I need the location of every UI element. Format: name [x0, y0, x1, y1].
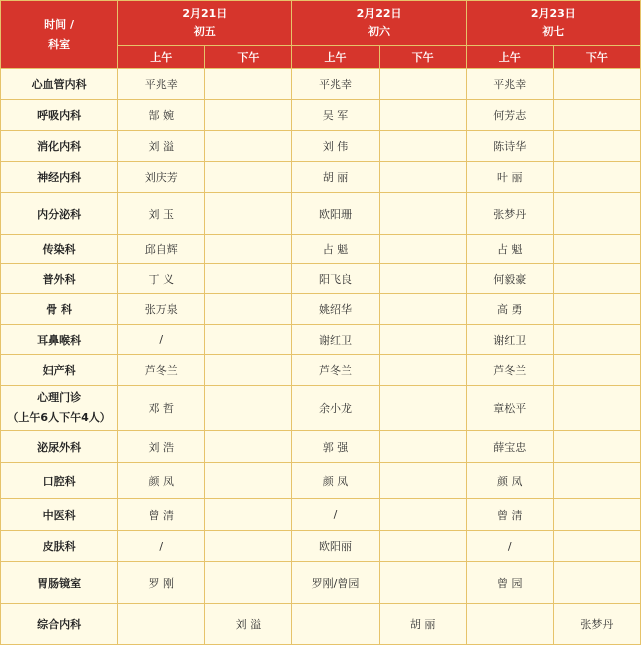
pm-doctor-cell: [205, 562, 292, 604]
dept-cell: [1, 294, 118, 325]
pm-doctor-cell: [205, 531, 292, 562]
dept-cell: [1, 463, 118, 499]
day-lunar: 初五: [193, 25, 216, 38]
day-date: 2月21日: [182, 7, 228, 20]
dept-cell: [1, 562, 118, 604]
dept-cell: [1, 69, 118, 100]
dept-cell: [1, 531, 118, 562]
pm-doctor-cell: [379, 264, 466, 294]
pm-doctor-cell: [205, 325, 292, 355]
corner-dept-label: 科室: [48, 37, 71, 51]
pm-doctor-cell: [205, 264, 292, 294]
dept-cell: [1, 162, 118, 193]
pm-doctor-cell: [379, 463, 466, 499]
dept-cell: [1, 193, 118, 235]
am-doctor-cell: 何毅豪: [466, 264, 553, 294]
pm-doctor-cell: [553, 294, 640, 325]
am-doctor-cell: 何芳志: [466, 100, 553, 131]
pm-doctor-cell: [379, 325, 466, 355]
pm-doctor-cell: [553, 431, 640, 463]
period-pm-header: 下午: [379, 46, 466, 69]
dept-cell: [1, 604, 118, 645]
dept-name: 呼吸内科: [37, 109, 82, 122]
pm-doctor-cell: [379, 69, 466, 100]
corner-time-label: 时间 /: [44, 17, 75, 31]
period-am-header: 上午: [466, 46, 553, 69]
table-row: [1, 431, 641, 463]
pm-doctor-cell: [553, 386, 640, 431]
am-doctor-cell: 曾 清: [466, 499, 553, 531]
dept-name: 消化内科: [37, 140, 82, 153]
am-doctor-cell: 芦冬兰: [118, 355, 205, 386]
dept-name: 泌尿外科: [37, 440, 82, 454]
dept-name: 骨 科: [46, 303, 72, 316]
am-doctor-cell: 刘 伟: [292, 131, 379, 162]
am-doctor-cell: 叶 丽: [466, 162, 553, 193]
dept-cell: [1, 235, 118, 264]
pm-doctor-cell: [379, 431, 466, 463]
dept-name: 传染科: [42, 243, 76, 256]
am-doctor-cell: 刘 浩: [118, 431, 205, 463]
day-header: [466, 1, 640, 46]
am-doctor-cell: 吴 军: [292, 100, 379, 131]
period-pm-header: 下午: [553, 46, 640, 69]
period-am-header: 上午: [118, 46, 205, 69]
pm-doctor-cell: [205, 100, 292, 131]
am-doctor-cell: /: [292, 499, 379, 531]
pm-doctor-cell: [205, 386, 292, 431]
pm-doctor-cell: [379, 162, 466, 193]
pm-doctor-cell: [205, 431, 292, 463]
am-doctor-cell: 邓 哲: [118, 386, 205, 431]
table-row: [1, 355, 641, 386]
dept-cell: [1, 431, 118, 463]
dept-name: 心理门诊: [37, 391, 82, 404]
dept-name: 口腔科: [42, 474, 76, 488]
am-doctor-cell: 颜 凤: [466, 463, 553, 499]
dept-cell: [1, 386, 118, 431]
table-row: [1, 325, 641, 355]
am-doctor-cell: 罗刚/曾园: [292, 562, 379, 604]
am-doctor-cell: 占 魁: [466, 235, 553, 264]
am-doctor-cell: 刘 溢: [118, 131, 205, 162]
dept-cell: [1, 131, 118, 162]
am-doctor-cell: 平兆幸: [118, 69, 205, 100]
am-doctor-cell: 刘 玉: [118, 193, 205, 235]
dept-cell: [1, 100, 118, 131]
am-doctor-cell: 阳飞良: [292, 264, 379, 294]
day-lunar: 初七: [542, 25, 565, 38]
pm-doctor-cell: [205, 69, 292, 100]
pm-doctor-cell: [553, 69, 640, 100]
pm-doctor-cell: [205, 162, 292, 193]
day-header: [292, 1, 466, 46]
am-doctor-cell: [466, 604, 553, 645]
am-doctor-cell: 欧阳丽: [292, 531, 379, 562]
am-doctor-cell: 高 勇: [466, 294, 553, 325]
day-date: 2月22日: [356, 7, 402, 20]
am-doctor-cell: 郜 婉: [118, 100, 205, 131]
period-am-header: 上午: [292, 46, 379, 69]
pm-doctor-cell: [205, 235, 292, 264]
am-doctor-cell: 芦冬兰: [292, 355, 379, 386]
dept-name: 妇产科: [42, 364, 76, 377]
am-doctor-cell: 曾 园: [466, 562, 553, 604]
pm-doctor-cell: [205, 131, 292, 162]
am-doctor-cell: 郭 强: [292, 431, 379, 463]
am-doctor-cell: 谢红卫: [292, 325, 379, 355]
period-pm-header: 下午: [205, 46, 292, 69]
am-doctor-cell: 张万泉: [118, 294, 205, 325]
pm-doctor-cell: [553, 531, 640, 562]
am-doctor-cell: 丁 义: [118, 264, 205, 294]
pm-doctor-cell: [379, 386, 466, 431]
pm-doctor-cell: [553, 499, 640, 531]
pm-doctor-cell: [379, 131, 466, 162]
am-doctor-cell: 芦冬兰: [466, 355, 553, 386]
dept-name: 中医科: [42, 508, 76, 522]
table-row: [1, 69, 641, 100]
table-row: [1, 193, 641, 235]
pm-doctor-cell: [205, 463, 292, 499]
table-row: [1, 386, 641, 431]
dept-name: 内分泌科: [37, 207, 82, 221]
am-doctor-cell: 罗 刚: [118, 562, 205, 604]
pm-doctor-cell: [553, 100, 640, 131]
am-doctor-cell: 欧阳珊: [292, 193, 379, 235]
pm-doctor-cell: [553, 162, 640, 193]
table-row: [1, 604, 641, 645]
dept-cell: [1, 355, 118, 386]
pm-doctor-cell: [379, 235, 466, 264]
am-doctor-cell: 姚绍华: [292, 294, 379, 325]
table-row: [1, 463, 641, 499]
pm-doctor-cell: 胡 丽: [379, 604, 466, 645]
pm-doctor-cell: [553, 235, 640, 264]
pm-doctor-cell: [553, 355, 640, 386]
am-doctor-cell: 章松平: [466, 386, 553, 431]
day-date: 2月23日: [530, 7, 576, 20]
table-row: [1, 162, 641, 193]
pm-doctor-cell: [379, 531, 466, 562]
pm-doctor-cell: [379, 294, 466, 325]
pm-doctor-cell: [379, 499, 466, 531]
am-doctor-cell: /: [118, 531, 205, 562]
table-row: [1, 100, 641, 131]
pm-doctor-cell: [205, 499, 292, 531]
table-row: [1, 294, 641, 325]
table-row: [1, 562, 641, 604]
dept-cell: [1, 264, 118, 294]
table-row: [1, 499, 641, 531]
am-doctor-cell: 颜 凤: [118, 463, 205, 499]
pm-doctor-cell: [205, 355, 292, 386]
am-doctor-cell: [118, 604, 205, 645]
pm-doctor-cell: [553, 131, 640, 162]
am-doctor-cell: 薛宝忠: [466, 431, 553, 463]
am-doctor-cell: 平兆幸: [466, 69, 553, 100]
am-doctor-cell: 占 魁: [292, 235, 379, 264]
schedule-body: [1, 69, 641, 645]
am-doctor-cell: 邱自辉: [118, 235, 205, 264]
pm-doctor-cell: [553, 325, 640, 355]
dept-name: 心血管内科: [31, 78, 87, 91]
dept-cell: [1, 325, 118, 355]
dept-name: 耳鼻喉科: [37, 333, 82, 347]
dept-cell: [1, 499, 118, 531]
dept-name: 综合内科: [37, 618, 82, 631]
dept-name: 神经内科: [37, 171, 82, 184]
table-row: [1, 531, 641, 562]
table-row: [1, 235, 641, 264]
day-lunar: 初六: [368, 25, 391, 38]
table-row: [1, 131, 641, 162]
table-row: [1, 264, 641, 294]
pm-doctor-cell: 刘 溢: [205, 604, 292, 645]
dept-name: 皮肤科: [42, 540, 76, 553]
pm-doctor-cell: [379, 562, 466, 604]
am-doctor-cell: 胡 丽: [292, 162, 379, 193]
pm-doctor-cell: 张梦丹: [553, 604, 640, 645]
am-doctor-cell: [292, 604, 379, 645]
day-header: [118, 1, 292, 46]
am-doctor-cell: 余小龙: [292, 386, 379, 431]
pm-doctor-cell: [205, 193, 292, 235]
pm-doctor-cell: [379, 193, 466, 235]
pm-doctor-cell: [553, 562, 640, 604]
dept-name: 胃肠镜室: [37, 576, 82, 590]
am-doctor-cell: 陈诗华: [466, 131, 553, 162]
am-doctor-cell: 曾 清: [118, 499, 205, 531]
dept-note: （上午6人下午4人）: [7, 411, 111, 424]
dept-name: 普外科: [42, 272, 76, 286]
am-doctor-cell: 张梦丹: [466, 193, 553, 235]
pm-doctor-cell: [379, 100, 466, 131]
am-doctor-cell: /: [466, 531, 553, 562]
pm-doctor-cell: [553, 463, 640, 499]
am-doctor-cell: 刘庆芳: [118, 162, 205, 193]
pm-doctor-cell: [553, 264, 640, 294]
pm-doctor-cell: [379, 355, 466, 386]
pm-doctor-cell: [553, 193, 640, 235]
am-doctor-cell: 平兆幸: [292, 69, 379, 100]
pm-doctor-cell: [205, 294, 292, 325]
header-corner: [1, 1, 118, 69]
am-doctor-cell: 谢红卫: [466, 325, 553, 355]
am-doctor-cell: 颜 凤: [292, 463, 379, 499]
am-doctor-cell: /: [118, 325, 205, 355]
